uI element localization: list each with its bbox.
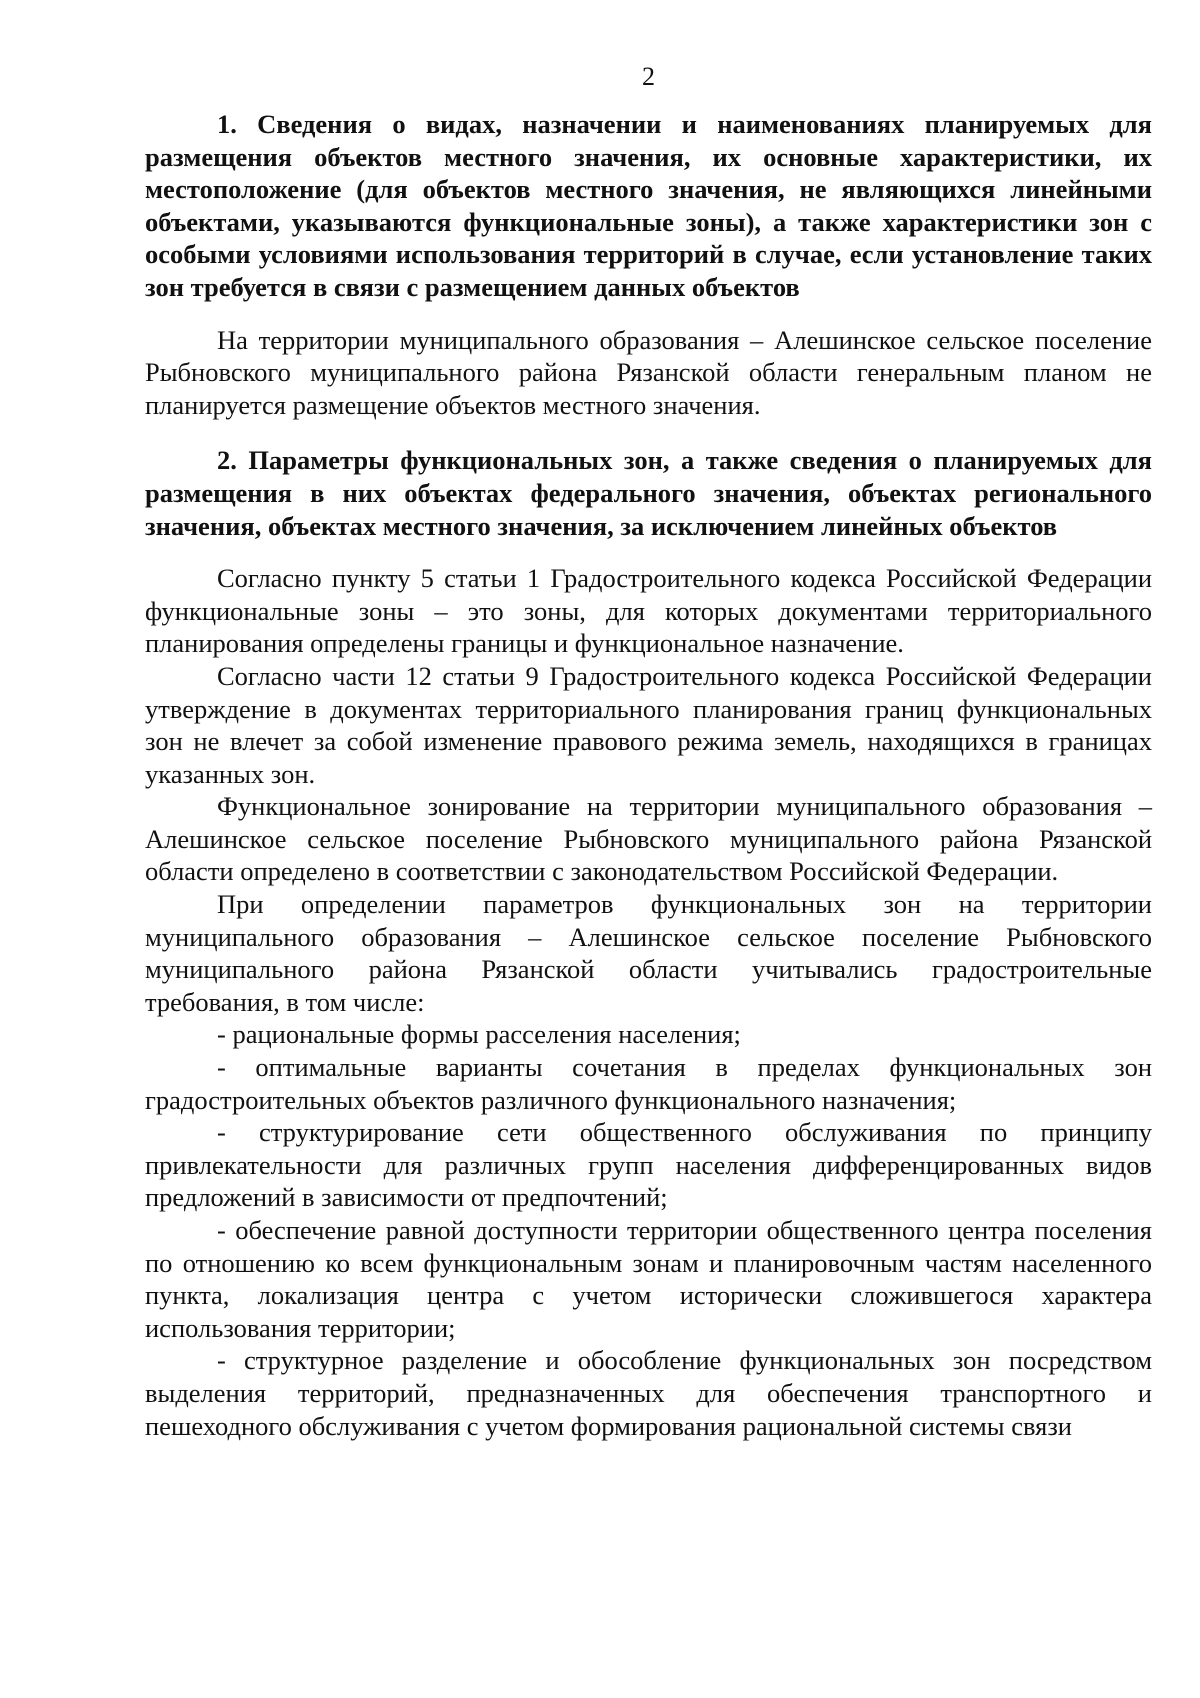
list-item: - рациональные формы расселения населения; bbox=[217, 1019, 741, 1050]
section-2-paragraph: Согласно пункту 5 статьи 1 Градостроительного кодекса Российской Федерации функциональные зоны – это зоны, для которых документами территориального планирования определены границы и функциональное назначение. bbox=[145, 563, 1152, 659]
section-1-heading: 1. Сведения о видах, назначении и наименованиях планируемых для размещения объектов местного значения, их основные характеристики, их местоположение (для объектов местного значения, не являющихся линейными объектами, указываются функциональные зоны), а также характеристики зон с особыми условиями использования территорий в случае, если установление таких зон требуется в связи с размещением данных объектов bbox=[145, 109, 1152, 302]
list-item: - структурное разделение и обособление функциональных зон посредством выделения территорий, предназначенных для обеспечения транспортного и пешеходного обслуживания с учетом формирования рациональной системы связи bbox=[145, 1345, 1152, 1441]
list-item: - оптимальные варианты сочетания в пределах функциональных зон градостроительных объектов различного функционального назначения; bbox=[145, 1052, 1152, 1115]
section-2-paragraph: Функциональное зонирование на территории муниципального образования – Алешинское сельское поселение Рыбновского муниципального района Рязанской области определено в соответствии с законодательством Российской Федерации. bbox=[145, 791, 1152, 887]
section-2-paragraph: При определении параметров функциональных зон на территории муниципального образования – Алешинское сельское поселение Рыбновского муниципального района Рязанской области учитывались градостроительные требования, в том числе: bbox=[145, 889, 1152, 1017]
list-item: - обеспечение равной доступности территории общественного центра поселения по отношению ко всем функциональным зонам и планировочным частям населенного пункта, локализация центра с учетом исторически сложившегося характера использования территории; bbox=[145, 1215, 1152, 1343]
section-1-paragraph: На территории муниципального образования – Алешинское сельское поселение Рыбновского муниципального района Рязанской области генеральным планом не планируется размещение объектов местного значения. bbox=[145, 324, 1152, 420]
list-item: - структурирование сети общественного обслуживания по принципу привлекательности для различных групп населения дифференцированных видов предложений в зависимости от предпочтений; bbox=[145, 1117, 1152, 1213]
page-number: 2 bbox=[642, 62, 655, 91]
document-page bbox=[145, 62, 1152, 1442]
section-2-heading: 2. Параметры функциональных зон, а также сведения о планируемых для размещения в них объектах федерального значения, объектах регионального значения, объектах местного значения, за исключением линейных объектов bbox=[145, 445, 1152, 541]
section-2-paragraph: Согласно части 12 статьи 9 Градостроительного кодекса Российской Федерации утверждение в документах территориального планирования границ функциональных зон не влечет за собой изменение правового режима земель, находящихся в границах указанных зон. bbox=[145, 660, 1152, 789]
